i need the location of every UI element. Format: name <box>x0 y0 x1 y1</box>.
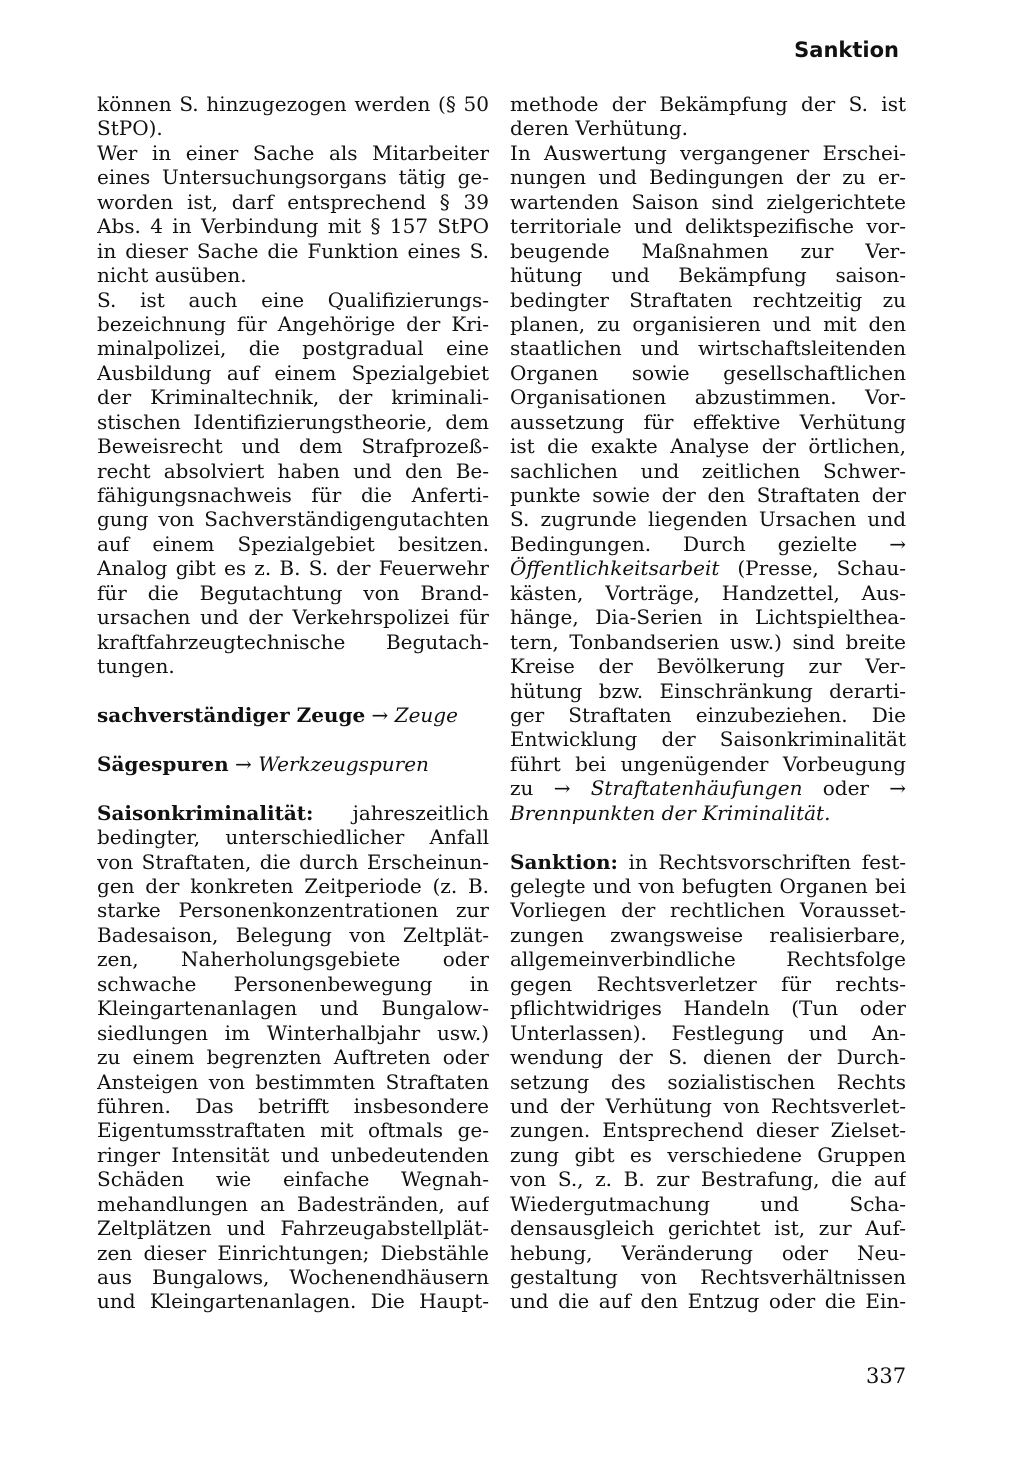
line-text: zen, Naherholungsgebiete oder <box>97 947 489 972</box>
line-text: gegen Rechtsverletzer für rechts- <box>510 971 906 996</box>
text-line <box>510 727 906 751</box>
line-text: Badesaison, Belegung von Zeltplät- <box>97 922 489 947</box>
line-text: Bedingungen. Durch gezielte → <box>510 531 906 556</box>
text-line <box>510 556 906 580</box>
cross-reference: Zeuge <box>394 702 458 727</box>
line-text: allgemeinverbindliche Rechtsfolge <box>510 947 906 972</box>
line-text: zu → <box>510 776 591 801</box>
line-text: zen dieser Einrichtungen; Diebstähle <box>97 1240 489 1265</box>
line-text: in dieser Sache die Funktion eines S. <box>97 238 489 263</box>
line-text: bedingter Straftaten rechtzeitig zu <box>510 287 906 312</box>
text-line <box>510 239 906 263</box>
line-text: Kleingartenanlagen und Bungalow- <box>97 996 489 1021</box>
paragraph-gap <box>97 727 489 751</box>
line-text: Ausbildung auf einem Spezialgebiet <box>97 360 489 385</box>
text-line <box>510 263 906 287</box>
text-line <box>510 214 906 238</box>
text-line <box>97 556 489 580</box>
text-line <box>510 116 906 140</box>
line-text: Organen sowie gesellschaftlichen <box>510 360 906 385</box>
line-text: → <box>365 702 395 727</box>
right-column <box>510 92 906 1314</box>
line-text: führt bei ungenügender Vorbeugung <box>510 751 906 776</box>
text-line <box>510 581 906 605</box>
text-line <box>510 1216 906 1240</box>
text-line <box>510 605 906 629</box>
text-line <box>510 752 906 776</box>
text-line <box>510 312 906 336</box>
line-text: und die auf den Entzug oder die Ein- <box>510 1289 906 1314</box>
text-line <box>97 92 489 116</box>
line-text: kraftfahrzeugtechnische Begutach- <box>97 629 489 654</box>
line-text: von S., z. B. zur Bestrafung, die auf <box>510 1167 906 1192</box>
line-text: In Auswertung vergangener Erschei- <box>510 140 906 165</box>
text-line <box>97 850 489 874</box>
line-text: → <box>228 751 259 776</box>
text-line <box>97 434 489 458</box>
text-line <box>510 1241 906 1265</box>
line-text: minalpolizei, die postgradual eine <box>97 336 489 361</box>
text-line <box>97 801 489 825</box>
line-text: hütung bzw. Einschränkung derarti- <box>510 678 906 703</box>
text-line <box>510 507 906 531</box>
line-text: tungen. <box>97 654 175 679</box>
line-text: Schäden wie einfache Wegnah- <box>97 1167 489 1192</box>
line-text: auf einem Spezialgebiet besitzen. <box>97 531 489 556</box>
line-text: wartenden Saison sind zielgerichtete <box>510 189 906 214</box>
running-head: Sanktion <box>794 38 899 62</box>
line-text: gestaltung von Rechtsverhältnissen <box>510 1265 906 1289</box>
text-line <box>510 1289 906 1313</box>
line-text: worden ist, darf entsprechend § 39 <box>97 189 489 214</box>
text-line <box>510 532 906 556</box>
text-line <box>97 1094 489 1118</box>
line-text: zungen. Entsprechend dieser Zielset- <box>510 1118 906 1143</box>
text-line <box>97 1167 489 1191</box>
cross-reference: Öffentlichkeitsarbeit <box>510 556 720 581</box>
line-text: Zeltplätzen und Fahrzeugabstellplät- <box>97 1216 489 1241</box>
text-line <box>97 1118 489 1142</box>
text-line <box>97 312 489 336</box>
text-line <box>97 336 489 360</box>
text-line <box>97 288 489 312</box>
line-text: ist die exakte Analyse der örtlichen, <box>510 434 906 459</box>
text-line <box>510 923 906 947</box>
line-text: recht absolviert haben und den Be- <box>97 458 489 483</box>
text-line <box>510 654 906 678</box>
line-text: hänge, Dia-Serien in Lichtspielthea- <box>510 605 906 630</box>
text-line <box>510 434 906 458</box>
text-line <box>97 165 489 189</box>
page-number: 337 <box>866 1364 907 1388</box>
text-line <box>97 507 489 531</box>
line-text: hebung, Veränderung oder Neu- <box>510 1240 906 1265</box>
line-text: Unterlassen). Festlegung und An- <box>510 1020 906 1045</box>
line-text: methode der Bekämpfung der S. ist <box>510 92 906 116</box>
text-line <box>97 459 489 483</box>
text-line <box>510 874 906 898</box>
line-text: Beweisrecht und dem Strafprozeß- <box>97 434 489 459</box>
line-text: schwache Personenbewegung in <box>97 971 489 996</box>
line-text: können S. hinzugezogen werden (§ 50 <box>97 92 489 116</box>
line-text: gen der konkreten Zeitperiode (z. B. <box>97 874 489 898</box>
line-text: siedlungen im Winterhalbjahr usw.) <box>97 1020 489 1045</box>
text-line <box>510 410 906 434</box>
text-line <box>97 825 489 849</box>
text-line <box>97 214 489 238</box>
text-line <box>97 1241 489 1265</box>
line-text: zung gibt es verschiedene Gruppen <box>510 1142 906 1167</box>
text-line <box>97 1265 489 1289</box>
line-text: S. zugrunde liegenden Ursachen und <box>510 507 906 532</box>
line-text: hütung und Bekämpfung saison- <box>510 263 906 288</box>
text-line <box>97 190 489 214</box>
line-text: pflichtwidriges Handeln (Tun oder <box>510 996 906 1021</box>
text-line <box>97 1289 489 1313</box>
left-column <box>97 92 489 1314</box>
line-text: bedingter, unterschiedlicher Anfall <box>97 825 489 850</box>
line-text: mehandlungen an Badestränden, auf <box>97 1191 489 1216</box>
text-line <box>97 630 489 654</box>
text-line <box>97 654 489 678</box>
text-line <box>97 898 489 922</box>
text-line <box>510 1167 906 1191</box>
line-text: ringer Intensität und unbedeutenden <box>97 1142 489 1167</box>
line-text: zu einem begrenzten Auftreten oder <box>97 1045 489 1070</box>
text-line <box>510 703 906 727</box>
line-text: planen, zu organisieren und mit den <box>510 311 906 336</box>
text-line <box>97 1143 489 1167</box>
entry-headword: Sägespuren <box>97 751 229 776</box>
text-line <box>97 141 489 165</box>
text-line <box>510 385 906 409</box>
text-line <box>510 630 906 654</box>
text-line <box>97 703 489 727</box>
line-text: in Rechtsvorschriften fest- <box>617 849 906 874</box>
text-line <box>510 1265 906 1289</box>
line-text: densausgleich gerichtet ist, zur Auf- <box>510 1216 906 1241</box>
text-line <box>510 1094 906 1118</box>
line-text: Vorliegen der rechtlichen Vorausset- <box>510 898 906 923</box>
line-text: wendung der S. dienen der Durch- <box>510 1045 906 1070</box>
line-text: tern, Tonbandserien usw.) sind breite <box>510 629 906 654</box>
text-line <box>510 190 906 214</box>
text-line <box>97 1216 489 1240</box>
text-line <box>510 850 906 874</box>
text-line <box>97 116 489 140</box>
line-text: gelegte und von befugten Organen bei <box>510 874 906 898</box>
line-text: zungen zwangsweise realisierbare, <box>510 922 906 947</box>
text-line <box>510 361 906 385</box>
text-line <box>510 288 906 312</box>
line-text: gung von Sachverständigengutachten <box>97 507 489 532</box>
text-line <box>510 679 906 703</box>
line-text: fähigungsnachweis für die Anferti- <box>97 483 489 507</box>
text-line <box>510 1045 906 1069</box>
text-line <box>510 996 906 1020</box>
text-line <box>97 923 489 947</box>
paragraph-gap <box>97 776 489 800</box>
text-line <box>97 874 489 898</box>
line-text: setzung des sozialistischen Rechts <box>510 1069 906 1094</box>
text-line <box>97 1070 489 1094</box>
entry-headword: Sanktion: <box>510 849 618 874</box>
line-text: oder → <box>802 776 906 801</box>
text-line <box>97 996 489 1020</box>
text-line <box>510 1070 906 1094</box>
text-line <box>97 263 489 287</box>
text-line <box>97 239 489 263</box>
text-line <box>97 532 489 556</box>
text-line <box>97 410 489 434</box>
entry-headword: sachverständiger Zeuge <box>97 702 366 727</box>
line-text: S. ist auch eine Qualifizierungs- <box>97 287 489 312</box>
line-text: Organisationen abzustimmen. Vor- <box>510 385 906 410</box>
line-text: (Presse, Schau- <box>719 556 906 581</box>
line-text: Kreise der Bevölkerung zur Ver- <box>510 654 906 679</box>
line-text: nicht ausüben. <box>97 263 247 288</box>
paragraph-gap <box>510 825 906 849</box>
line-text: beugende Maßnahmen zur Ver- <box>510 238 906 263</box>
line-text: bezeichnung für Angehörige der Kri- <box>97 311 489 336</box>
line-text: ger Straftaten einzubeziehen. Die <box>510 702 906 727</box>
text-line <box>510 801 906 825</box>
text-line <box>97 483 489 507</box>
text-line <box>510 898 906 922</box>
text-line <box>97 1192 489 1216</box>
line-text: starke Personenkonzentrationen zur <box>97 898 489 923</box>
text-line <box>97 752 489 776</box>
text-line <box>97 972 489 996</box>
line-text: deren Verhütung. <box>510 116 688 141</box>
cross-reference: Werkzeugspuren <box>258 751 429 776</box>
line-text: StPO). <box>97 116 163 141</box>
line-text: nungen und Bedingungen der zu er- <box>510 165 906 190</box>
line-text: Ansteigen von bestimmten Straftaten <box>97 1069 489 1094</box>
line-text: sachlichen und zeitlichen Schwer- <box>510 458 906 483</box>
cross-reference: Straftatenhäufungen <box>590 776 803 801</box>
text-line <box>97 1045 489 1069</box>
line-text: von Straftaten, die durch Erscheinun- <box>97 849 489 874</box>
text-line <box>97 581 489 605</box>
line-text: für die Begutachtung von Brand- <box>97 580 489 605</box>
text-line <box>510 947 906 971</box>
line-text: Eigentumsstraftaten mit oftmals ge- <box>97 1118 489 1143</box>
line-text: führen. Das betrifft insbesondere <box>97 1093 489 1118</box>
line-text: eines Untersuchungsorgans tätig ge- <box>97 165 489 190</box>
text-line <box>97 605 489 629</box>
line-text: stischen Identifizierungstheorie, dem <box>97 409 489 434</box>
line-text: punkte sowie der den Straftaten der <box>510 483 906 507</box>
line-text: aus Bungalows, Wochenendhäusern <box>97 1265 489 1289</box>
text-line <box>510 1143 906 1167</box>
text-line <box>510 1021 906 1045</box>
text-line <box>510 483 906 507</box>
text-line <box>510 972 906 996</box>
line-text: Wer in einer Sache als Mitarbeiter <box>97 140 489 165</box>
text-line <box>510 336 906 360</box>
paragraph-gap <box>97 679 489 703</box>
text-line <box>510 165 906 189</box>
text-line <box>97 385 489 409</box>
text-line <box>97 947 489 971</box>
entry-headword: Saisonkriminalität: <box>97 800 314 825</box>
text-line <box>97 361 489 385</box>
line-text: aussetzung für effektive Verhütung <box>510 409 906 434</box>
text-line <box>510 459 906 483</box>
line-text: und Kleingartenanlagen. Die Haupt- <box>97 1289 489 1314</box>
line-text: Wiedergutmachung und Scha- <box>510 1191 906 1216</box>
line-text: Analog gibt es z. B. S. der Feuerwehr <box>97 556 489 581</box>
line-text: Entwicklung der Saisonkriminalität <box>510 727 906 752</box>
line-text: kästen, Vorträge, Handzettel, Aus- <box>510 580 906 605</box>
line-text: territoriale und deliktspezifische vor- <box>510 214 906 239</box>
text-line <box>510 1192 906 1216</box>
line-text: jahreszeitlich <box>313 800 489 825</box>
text-line <box>510 1118 906 1142</box>
text-line <box>97 1021 489 1045</box>
line-text: ursachen und der Verkehrspolizei für <box>97 605 489 630</box>
line-text: der Kriminaltechnik, der kriminali- <box>97 385 489 410</box>
cross-reference: Brennpunkten der Kriminalität. <box>510 800 831 825</box>
line-text: und der Verhütung von Rechtsverlet- <box>510 1093 906 1118</box>
line-text: Abs. 4 in Verbindung mit § 157 StPO <box>97 214 489 239</box>
text-line <box>510 776 906 800</box>
text-line <box>510 141 906 165</box>
line-text: staatlichen und wirtschaftsleitenden <box>510 336 906 361</box>
text-line <box>510 92 906 116</box>
